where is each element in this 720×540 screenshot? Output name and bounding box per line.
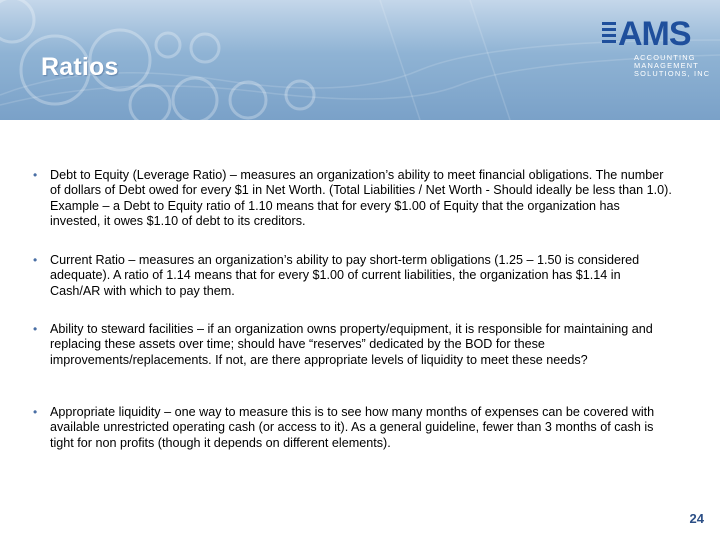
bullet-text: Appropriate liquidity – one way to measure this is to see how many months of expenses can be covered with available unrestricted operating cash (or access to it). As a general guideline, fewer than 3 months of cash is tight for non profits (though it depends on different elements). [50, 405, 655, 450]
bullet-icon: • [33, 405, 38, 419]
ams-logo-lettering: AMS [618, 15, 691, 50]
bullet-icon: • [33, 322, 38, 336]
page-number: 24 [689, 511, 704, 526]
bullet-current-ratio [33, 253, 673, 299]
logo-line: ACCOUNTING [634, 53, 696, 62]
bullet-text: Debt to Equity (Leverage Ratio) – measures an organization’s ability to meet financial obligations. The number of dollars of Debt owed for every $1 in Net Worth. (Total Liabilities / Net Worth - Should ideally be less than 1.0). Example – a Debt to Equity ratio of 1.10 means that for every $1.00 of Equity that the organization has invested, it owes $1.10 of debt to its creditors. [50, 168, 672, 229]
bullet-steward-facilities [33, 322, 673, 368]
bullet-appropriate-liquidity [33, 405, 673, 451]
bullet-icon: • [33, 168, 38, 182]
bullet-text: Current Ratio – measures an organization’s ability to pay short-term obligations (1.25 – 1.50 is considered adequate). A ratio of 1.14 means that for every $1.00 of current liabilities, the organization has $1.14 in Cash/AR with which to pay them. [50, 253, 640, 298]
bullet-icon: • [33, 253, 38, 267]
slide-title: Ratios [41, 53, 119, 81]
logo-line: SOLUTIONS, INC [634, 69, 711, 79]
bullet-text: Ability to steward facilities – if an organization owns property/equipment, it is responsible for maintaining and replacing these assets over time; should have “reserves” dedicated by the BOD for these improvements/replacements. If not, are there appropriate levels of liquidity to meet these needs? [50, 322, 653, 367]
bullet-debt-to-equity [33, 168, 673, 230]
logo-line: MANAGEMENT [634, 61, 699, 71]
